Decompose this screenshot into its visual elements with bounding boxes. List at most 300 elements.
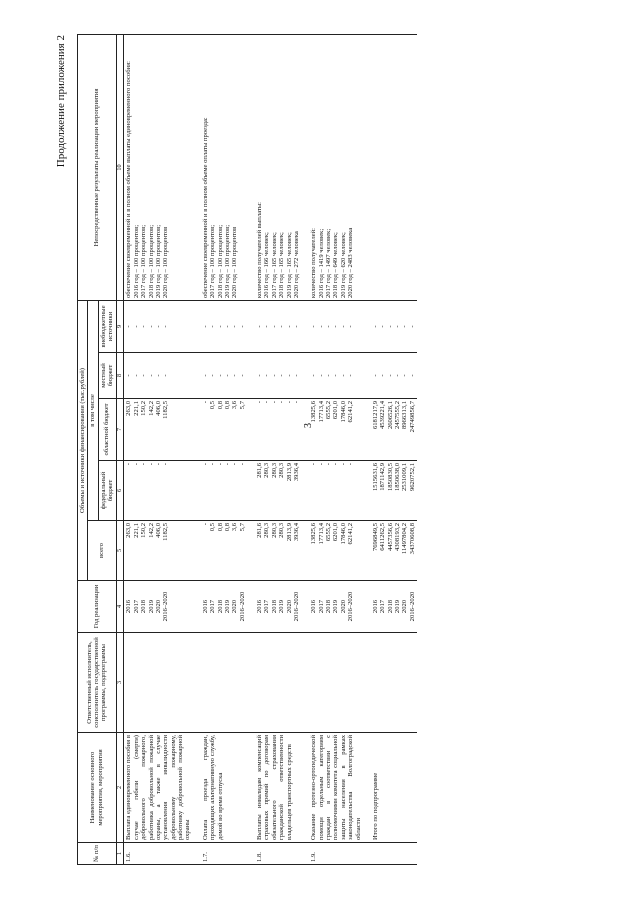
loc-value: - bbox=[401, 374, 409, 377]
year-value: 2019 bbox=[147, 599, 155, 614]
col-index: 10 bbox=[116, 34, 124, 300]
ext-value: - bbox=[256, 325, 264, 328]
row-result: количество получателей выплаты: 2016 год – 166 человек; 2017 год – 165 человек; 2018 год – 165 человек; 2019 год – 165 человек; 2020 год – 272 человека bbox=[255, 34, 301, 300]
year-value: 2017 bbox=[379, 599, 387, 614]
ext-value: - bbox=[347, 325, 355, 328]
ext-value: - bbox=[209, 325, 217, 328]
year-value: 2020 bbox=[231, 599, 239, 614]
ext-value: - bbox=[270, 325, 278, 328]
reg-value: 6181217,9 bbox=[371, 401, 379, 430]
total-value: 406,0 bbox=[154, 523, 162, 538]
header-year: Год реализации bbox=[78, 581, 117, 633]
spacer-cell bbox=[247, 399, 255, 461]
total-value: 5,7 bbox=[238, 523, 246, 532]
header-name: Наименование основного мероприятия, мероприятия bbox=[78, 733, 117, 843]
fed-value: - bbox=[310, 463, 318, 466]
row-loc bbox=[255, 353, 301, 399]
spacer-cell bbox=[301, 34, 309, 300]
ext-value: - bbox=[140, 325, 148, 328]
fed-value: 1850638,0 bbox=[394, 463, 402, 492]
loc-value: - bbox=[310, 374, 318, 377]
row-ext bbox=[255, 300, 301, 352]
row-reg bbox=[201, 399, 247, 461]
ext-value: - bbox=[285, 325, 293, 328]
spacer-cell bbox=[193, 461, 201, 521]
fed-value: - bbox=[132, 463, 140, 466]
reg-value: 263,0 bbox=[125, 401, 133, 416]
row-reg bbox=[255, 399, 301, 461]
total-value: 150,2 bbox=[140, 523, 148, 538]
total-value: 263,0 bbox=[125, 523, 133, 538]
row-result: обеспечение своевременной и в полном объеме оплаты проезда: 2017 год – 100 процентов; 2018 год – 100 процентов; 2019 год – 100 процентов; 2020 год – 100 процентов bbox=[201, 34, 247, 300]
reg-value: 24749856,7 bbox=[408, 401, 416, 433]
row-years bbox=[309, 581, 363, 633]
year-value: 2016–2020 bbox=[238, 591, 246, 622]
spacer-cell bbox=[193, 581, 201, 633]
reg-value: 221,1 bbox=[132, 401, 140, 416]
ext-value: - bbox=[332, 325, 340, 328]
loc-value: - bbox=[408, 374, 416, 377]
row-ext bbox=[371, 300, 417, 352]
loc-value: - bbox=[201, 374, 209, 377]
table-row bbox=[371, 34, 417, 864]
row-years bbox=[255, 581, 301, 633]
fed-value: - bbox=[162, 463, 170, 466]
reg-value: - bbox=[256, 401, 264, 404]
ext-value: - bbox=[201, 325, 209, 328]
fed-value: - bbox=[347, 463, 355, 466]
ext-value: - bbox=[325, 325, 333, 328]
row-executor bbox=[371, 633, 417, 733]
spacer-cell bbox=[363, 581, 371, 633]
row-ext bbox=[201, 300, 247, 352]
ext-value: - bbox=[408, 325, 416, 328]
loc-value: - bbox=[332, 374, 340, 377]
total-value: 280,3 bbox=[278, 523, 286, 538]
row-spacer bbox=[301, 34, 309, 864]
reg-value: 6555,2 bbox=[325, 401, 333, 420]
spacer-cell bbox=[247, 633, 255, 733]
ext-value: - bbox=[263, 325, 271, 328]
total-value: 0,5 bbox=[209, 523, 217, 532]
row-executor bbox=[124, 633, 193, 733]
col-index: 6 bbox=[116, 461, 124, 521]
loc-value: - bbox=[238, 374, 246, 377]
year-value: 2020 bbox=[285, 599, 293, 614]
row-result: количество получателей: 2016 год – 1419 человек; 2017 год – 1497 человек; 2018 год – 649 человек; 2019 год – 620 человек; 2020 год – 2483 человека bbox=[309, 34, 363, 300]
spacer-cell bbox=[301, 633, 309, 733]
fed-value: - bbox=[231, 463, 239, 466]
row-fed bbox=[201, 461, 247, 521]
header-executor: Ответственный исполнитель, соисполнитель государственной программы, подпрограммы bbox=[78, 633, 117, 733]
loc-value: - bbox=[231, 374, 239, 377]
col-index: 4 bbox=[116, 581, 124, 633]
loc-value: - bbox=[371, 374, 379, 377]
total-value: 0,8 bbox=[223, 523, 231, 532]
reg-value: - bbox=[263, 401, 271, 404]
row-years bbox=[371, 581, 417, 633]
year-value: 2018 bbox=[140, 599, 148, 614]
year-value: 2016–2020 bbox=[292, 591, 300, 622]
ext-value: - bbox=[292, 325, 300, 328]
row-total bbox=[309, 521, 363, 581]
fed-value: - bbox=[154, 463, 162, 466]
spacer-cell bbox=[301, 733, 309, 843]
year-value: 2016 bbox=[201, 599, 209, 614]
total-value: 280,3 bbox=[263, 523, 271, 538]
table-row bbox=[124, 34, 193, 864]
row-loc bbox=[371, 353, 417, 399]
reg-value: - bbox=[201, 401, 209, 404]
row-name: Оказание протезно-ортопедической помощи отдельным категориям граждан в соответствии с полномочиями комитета социальной защиты населения в рамках законодательства Волгоградской области bbox=[309, 733, 363, 843]
spacer-cell bbox=[193, 843, 201, 865]
fed-value: 1871142,9 bbox=[379, 463, 387, 491]
ext-value: - bbox=[238, 325, 246, 328]
spacer-cell bbox=[193, 633, 201, 733]
spacer-cell bbox=[193, 733, 201, 843]
col-index: 1 bbox=[116, 843, 124, 865]
fed-value: - bbox=[317, 463, 325, 466]
spacer-cell bbox=[247, 353, 255, 399]
loc-value: - bbox=[162, 374, 170, 377]
ext-value: - bbox=[125, 325, 133, 328]
row-total bbox=[201, 521, 247, 581]
spacer-cell bbox=[301, 399, 309, 461]
total-value: 281,6 bbox=[256, 523, 264, 538]
col-index: 8 bbox=[116, 353, 124, 399]
total-value: 13825,6 bbox=[310, 523, 318, 545]
table-body bbox=[124, 34, 417, 864]
header-including: в том числе bbox=[88, 300, 98, 520]
ext-value: - bbox=[401, 325, 409, 328]
ext-value: - bbox=[379, 325, 387, 328]
row-loc bbox=[309, 353, 363, 399]
fed-value: - bbox=[216, 463, 224, 466]
spacer-cell bbox=[301, 521, 309, 581]
fed-value: - bbox=[125, 463, 133, 466]
fed-value: - bbox=[238, 463, 246, 466]
header-federal: федеральный бюджет bbox=[98, 461, 116, 521]
loc-value: - bbox=[154, 374, 162, 377]
ext-value: - bbox=[216, 325, 224, 328]
year-value: 2019 bbox=[278, 599, 286, 614]
year-value: 2016 bbox=[371, 599, 379, 614]
loc-value: - bbox=[317, 374, 325, 377]
row-executor bbox=[201, 633, 247, 733]
reg-value: 0,8 bbox=[216, 401, 224, 410]
table-row bbox=[309, 34, 363, 864]
total-value: 34370608,8 bbox=[408, 523, 416, 555]
row-reg bbox=[124, 399, 193, 461]
reg-value: 142,2 bbox=[147, 401, 155, 416]
year-value: 2017 bbox=[263, 599, 271, 614]
year-value: 2017 bbox=[317, 599, 325, 614]
loc-value: - bbox=[379, 374, 387, 377]
year-value: 2016–2020 bbox=[162, 591, 170, 622]
reg-value: 0,5 bbox=[209, 401, 217, 410]
spacer-cell bbox=[301, 353, 309, 399]
year-value: 2018 bbox=[270, 599, 278, 614]
year-value: 2017 bbox=[132, 599, 140, 614]
row-executor bbox=[309, 633, 363, 733]
header-regional: областной бюджет bbox=[98, 399, 116, 461]
year-value: 2017 bbox=[209, 599, 217, 614]
reg-value: 8966313,1 bbox=[401, 401, 409, 430]
ext-value: - bbox=[223, 325, 231, 328]
year-value: 2020 bbox=[401, 599, 409, 614]
fed-value: 280,3 bbox=[263, 463, 271, 478]
fed-value: 9620752,1 bbox=[408, 463, 416, 492]
spacer-cell bbox=[247, 733, 255, 843]
ext-value: - bbox=[147, 325, 155, 328]
ext-value: - bbox=[231, 325, 239, 328]
ext-value: - bbox=[132, 325, 140, 328]
row-fed bbox=[371, 461, 417, 521]
total-value: 3936,4 bbox=[292, 523, 300, 542]
loc-value: - bbox=[292, 374, 300, 377]
row-years bbox=[201, 581, 247, 633]
total-value: 62141,2 bbox=[347, 523, 355, 545]
loc-value: - bbox=[347, 374, 355, 377]
appendix-heading: Продолжение приложения 2 bbox=[55, 35, 67, 168]
total-value: - bbox=[201, 523, 209, 526]
col-index: 5 bbox=[116, 521, 124, 581]
reg-value: - bbox=[285, 401, 293, 404]
spacer-cell bbox=[363, 34, 371, 300]
year-value: 2016 bbox=[310, 599, 318, 614]
total-value: 221,1 bbox=[132, 523, 140, 538]
fed-value: 280,3 bbox=[278, 463, 286, 478]
row-name: Выплата единовременного пособия в случае гибели (смерти) добровольного пожарного, работника добровольной пожарной охраны, а также в случае установления инвалидности добровольному пожарному, работнику добровольной пожарной охраны bbox=[124, 733, 193, 843]
year-value: 2019 bbox=[223, 599, 231, 614]
reg-value: 0,8 bbox=[223, 401, 231, 410]
reg-value: 17846,0 bbox=[339, 401, 347, 423]
total-value: 7696849,5 bbox=[371, 523, 379, 552]
reg-value: 3,6 bbox=[231, 401, 239, 410]
col-index: 2 bbox=[116, 733, 124, 843]
year-value: 2018 bbox=[216, 599, 224, 614]
loc-value: - bbox=[270, 374, 278, 377]
row-number: 1.9. bbox=[309, 843, 363, 865]
total-value: 4308193,2 bbox=[394, 523, 402, 552]
reg-value: 17713,4 bbox=[317, 401, 325, 423]
row-number: 1.7. bbox=[201, 843, 247, 865]
reg-value: 150,2 bbox=[140, 401, 148, 416]
spacer-cell bbox=[247, 521, 255, 581]
header-num: № п/п bbox=[78, 843, 117, 865]
spacer-cell bbox=[363, 461, 371, 521]
total-value: 4457356,6 bbox=[386, 523, 394, 552]
reg-value: 1182,5 bbox=[162, 401, 170, 419]
year-value: 2019 bbox=[394, 599, 402, 614]
row-name: Оплата проезда граждан, проходящих альтернативную службу, домой во время отпуска bbox=[201, 733, 247, 843]
ext-value: - bbox=[310, 325, 318, 328]
spacer-cell bbox=[193, 34, 201, 300]
header-row-1 bbox=[78, 34, 88, 864]
spacer-cell bbox=[301, 581, 309, 633]
row-name: Итого по подпрограмме bbox=[371, 733, 417, 843]
fed-value: - bbox=[339, 463, 347, 466]
fed-value: 1515631,6 bbox=[371, 463, 379, 492]
loc-value: - bbox=[339, 374, 347, 377]
fed-value: 280,3 bbox=[270, 463, 278, 478]
table-row bbox=[255, 34, 301, 864]
loc-value: - bbox=[386, 374, 394, 377]
total-value: 6411262,5 bbox=[379, 523, 387, 551]
fed-value: - bbox=[147, 463, 155, 466]
financing-table bbox=[77, 34, 417, 865]
row-result: обеспечение своевременной и в полном объеме выплаты единовременного пособия: 2016 год – 100 процентов; 2017 год – 100 процентов; 2018 год – 100 процентов; 2019 год – 100 процентов; 2020 год – 100 процентов bbox=[124, 34, 193, 300]
row-loc bbox=[201, 353, 247, 399]
spacer-cell bbox=[301, 461, 309, 521]
spacer-cell bbox=[193, 353, 201, 399]
loc-value: - bbox=[140, 374, 148, 377]
year-value: 2018 bbox=[386, 599, 394, 614]
reg-value: - bbox=[278, 401, 286, 404]
page-number: 3 bbox=[303, 423, 314, 428]
spacer-cell bbox=[247, 461, 255, 521]
fed-value: - bbox=[223, 463, 231, 466]
total-value: 3,6 bbox=[231, 523, 239, 532]
loc-value: - bbox=[223, 374, 231, 377]
rotated-sheet bbox=[55, 35, 585, 865]
column-index-row bbox=[116, 34, 124, 864]
fed-value: 281,6 bbox=[256, 463, 264, 478]
row-spacer bbox=[247, 34, 255, 864]
spacer-cell bbox=[301, 843, 309, 865]
spacer-cell bbox=[301, 300, 309, 352]
header-total: всего bbox=[88, 521, 116, 581]
total-value: 17846,0 bbox=[339, 523, 347, 545]
total-value: 2813,9 bbox=[285, 523, 293, 542]
col-index: 3 bbox=[116, 633, 124, 733]
reg-value: 406,0 bbox=[154, 401, 162, 416]
total-value: 280,3 bbox=[270, 523, 278, 538]
reg-value: 6201,0 bbox=[332, 401, 340, 420]
loc-value: - bbox=[132, 374, 140, 377]
ext-value: - bbox=[339, 325, 347, 328]
reg-value: - bbox=[270, 401, 278, 404]
reg-value: 62141,2 bbox=[347, 401, 355, 423]
fed-value: - bbox=[332, 463, 340, 466]
fed-value: 1850830,5 bbox=[386, 463, 394, 492]
spacer-cell bbox=[247, 581, 255, 633]
reg-value: 13825,6 bbox=[310, 401, 318, 423]
fed-value: - bbox=[209, 463, 217, 466]
total-value: 6555,2 bbox=[325, 523, 333, 542]
header-result: Непосредственные результаты реализации мероприятия bbox=[78, 34, 117, 300]
loc-value: - bbox=[394, 374, 402, 377]
col-index: 9 bbox=[116, 300, 124, 352]
row-loc bbox=[124, 353, 193, 399]
loc-value: - bbox=[147, 374, 155, 377]
row-reg bbox=[309, 399, 363, 461]
col-index: 7 bbox=[116, 399, 124, 461]
spacer-cell bbox=[363, 300, 371, 352]
spacer-cell bbox=[193, 521, 201, 581]
year-value: 2016–2020 bbox=[347, 591, 355, 622]
fed-value: - bbox=[325, 463, 333, 466]
row-number: 1.8. bbox=[255, 843, 301, 865]
header-extra: внебюджетные источники bbox=[98, 300, 116, 352]
row-spacer bbox=[193, 34, 201, 864]
row-years bbox=[124, 581, 193, 633]
total-value: 0,8 bbox=[216, 523, 224, 532]
ext-value: - bbox=[154, 325, 162, 328]
year-value: 2016–2020 bbox=[408, 591, 416, 622]
row-reg bbox=[371, 399, 417, 461]
spacer-cell bbox=[363, 633, 371, 733]
row-ext bbox=[124, 300, 193, 352]
reg-value: 4539221,4 bbox=[379, 401, 387, 430]
year-value: 2016 bbox=[256, 599, 264, 614]
row-total bbox=[255, 521, 301, 581]
row-result bbox=[371, 34, 417, 300]
row-fed bbox=[309, 461, 363, 521]
spacer-cell bbox=[363, 399, 371, 461]
row-number bbox=[371, 843, 417, 865]
total-value: 142,2 bbox=[147, 523, 155, 538]
spacer-cell bbox=[193, 300, 201, 352]
year-value: 2019 bbox=[332, 599, 340, 614]
spacer-cell bbox=[363, 521, 371, 581]
fed-value: 2531009,1 bbox=[401, 463, 409, 492]
loc-value: - bbox=[263, 374, 271, 377]
row-fed bbox=[124, 461, 193, 521]
row-name: Выплаты инвалидам компенсаций страховых премий по договорам обязательного страхования гражданской ответственности владельцев транспортных средств bbox=[255, 733, 301, 843]
row-spacer bbox=[363, 34, 371, 864]
loc-value: - bbox=[125, 374, 133, 377]
total-value: 6201,0 bbox=[332, 523, 340, 542]
row-ext bbox=[309, 300, 363, 352]
ext-value: - bbox=[317, 325, 325, 328]
ext-value: - bbox=[394, 325, 402, 328]
year-value: 2020 bbox=[154, 599, 162, 614]
header-local: местный бюджет bbox=[98, 353, 116, 399]
fed-value: 3936,4 bbox=[292, 463, 300, 482]
row-fed bbox=[255, 461, 301, 521]
row-total bbox=[371, 521, 417, 581]
fed-value: 2813,9 bbox=[285, 463, 293, 482]
year-value: 2018 bbox=[325, 599, 333, 614]
fed-value: - bbox=[201, 463, 209, 466]
loc-value: - bbox=[278, 374, 286, 377]
table-row bbox=[201, 34, 247, 864]
reg-value: 2606526,1 bbox=[386, 401, 394, 430]
total-value: 1182,5 bbox=[162, 523, 170, 541]
total-value: 17713,4 bbox=[317, 523, 325, 545]
ext-value: - bbox=[278, 325, 286, 328]
year-value: 2020 bbox=[339, 599, 347, 614]
spacer-cell bbox=[247, 843, 255, 865]
spacer-cell bbox=[363, 353, 371, 399]
loc-value: - bbox=[209, 374, 217, 377]
reg-value: 5,7 bbox=[238, 401, 246, 410]
spacer-cell bbox=[247, 300, 255, 352]
reg-value: 2457555,2 bbox=[394, 401, 402, 430]
spacer-cell bbox=[363, 733, 371, 843]
row-executor bbox=[255, 633, 301, 733]
loc-value: - bbox=[325, 374, 333, 377]
spacer-cell bbox=[363, 843, 371, 865]
header-financing: Объемы и источники финансирования (тыс.рублей) bbox=[78, 300, 88, 580]
spacer-cell bbox=[247, 34, 255, 300]
total-value: 11497804,2 bbox=[401, 523, 409, 555]
spacer-cell bbox=[193, 399, 201, 461]
year-value: 2016 bbox=[125, 599, 133, 614]
ext-value: - bbox=[371, 325, 379, 328]
ext-value: - bbox=[386, 325, 394, 328]
